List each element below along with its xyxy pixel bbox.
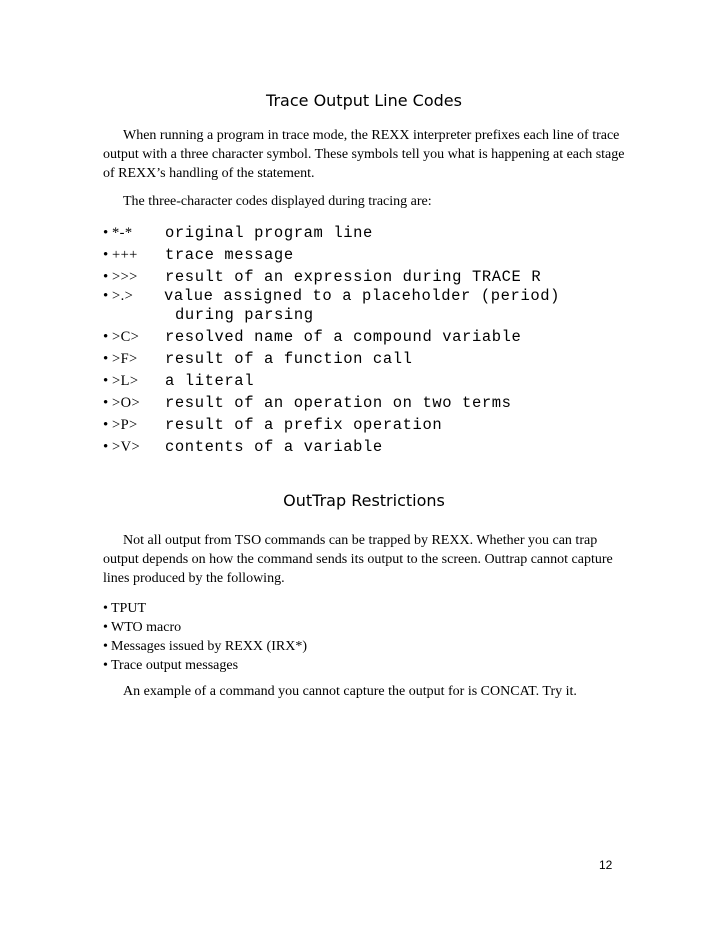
bullet-glyph: • [103,225,109,241]
trace-code: *-* [112,225,133,241]
list-item [103,637,307,656]
trace-code-item [103,372,254,390]
bullet-glyph: • [103,269,109,285]
trace-code: >O> [112,395,141,411]
bullet-glyph: • [103,351,109,367]
trace-code: >F> [112,351,138,367]
trace-code: >C> [112,329,140,345]
trace-code: >>> [112,269,138,285]
trace-code-item [103,224,373,242]
list-item [103,618,307,637]
bullet-glyph: • [103,601,108,616]
bullet-glyph: • [103,288,109,304]
list-item-text: Messages issued by REXX (IRX*) [111,639,307,654]
trace-code-item [103,416,442,434]
bullet-glyph: • [103,658,108,673]
bullet-glyph: • [103,329,109,345]
outtrap-restriction-list [103,599,307,675]
trace-code: >P> [112,417,138,433]
list-item-text: Trace output messages [111,658,239,673]
trace-code-description: resolved name of a compound variable [165,328,522,346]
trace-code-item [103,328,521,346]
bullet-glyph: • [103,247,109,263]
bullet-glyph: • [103,373,109,389]
outtrap-intro-paragraph: Not all output from TSO commands can be trapped by REXX. Whether you can trap output depends on how the command sends its output to the screen. Outtrap cannot capture lines produced by the following. [103,533,613,586]
trace-intro-paragraph: When running a program in trace mode, the REXX interpreter prefixes each line of trace output with a three character symbol. These symbols tell you what is happening at each stage of REXX’s handling of the statement. [103,128,625,181]
bullet-glyph: • [103,620,108,635]
trace-code-description: result of a prefix operation [165,416,443,434]
trace-code-description: value assigned to a placeholder (period) [164,287,561,305]
trace-code-item [103,394,512,412]
trace-code-description: original program line [165,224,373,242]
page-number: 12 [599,858,613,872]
list-item-text: TPUT [111,601,146,616]
trace-code: >V> [112,439,141,455]
outtrap-heading: OutTrap Restrictions [283,491,445,510]
trace-code: +++ [112,247,138,263]
bullet-glyph: • [103,395,109,411]
list-item [103,599,307,618]
trace-code-description: contents of a variable [165,438,383,456]
trace-code-item [103,287,561,324]
bullet-glyph: • [103,639,108,654]
trace-code-description: result of a function call [165,350,413,368]
list-item [103,656,307,675]
trace-code-description: result of an expression during TRACE R [165,268,542,286]
list-item-text: WTO macro [111,620,182,635]
trace-codes-intro: The three-character codes displayed during tracing are: [123,194,432,209]
trace-output-heading: Trace Output Line Codes [266,91,462,110]
trace-code-item [103,268,541,286]
outtrap-example-paragraph: An example of a command you cannot capture the output for is CONCAT. Try it. [123,684,577,699]
trace-code-item [103,350,413,368]
trace-code: >L> [112,373,139,389]
trace-code-item [103,246,294,264]
trace-code-description-continued: during parsing [175,306,314,324]
trace-code-description: result of an operation on two terms [165,394,512,412]
bullet-glyph: • [103,417,109,433]
trace-code-description: a literal [165,372,255,390]
trace-code-description: trace message [165,246,294,264]
trace-code: >.> [112,288,134,304]
bullet-glyph: • [103,439,109,455]
trace-code-item [103,438,383,456]
